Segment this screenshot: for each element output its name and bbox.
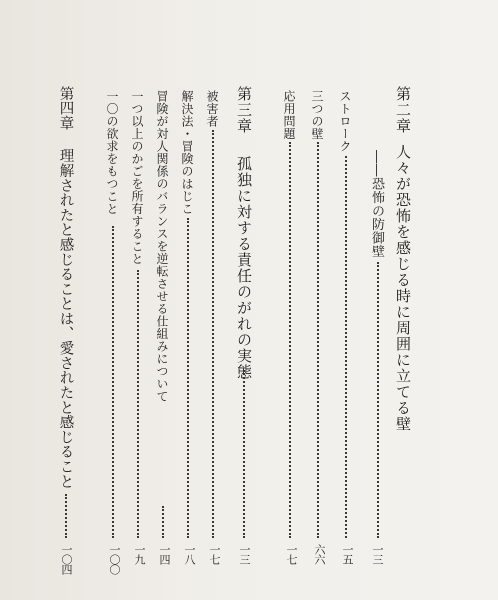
chapter-3-entry-2-page: 一八	[183, 544, 196, 564]
chapter-2-label: 第二章	[394, 86, 412, 134]
leader-dots	[65, 494, 67, 538]
chapter-4-page: 一〇四	[60, 544, 73, 574]
chapter-2-subtitle: ――恐怖の防御壁	[369, 150, 384, 258]
chapter-4-label: 第四章	[57, 86, 74, 131]
chapter-3-entry-3: 冒険が対人関係のバランスを逆転させる仕組みについて	[155, 90, 169, 403]
leader-dots	[317, 142, 319, 538]
chapter-2-title: 人々が恐怖を感じる時に周囲に立てる壁	[394, 144, 412, 432]
chapter-3-entry-4: 一つ以上のかごを所有すること	[130, 90, 144, 265]
chapter-2-entry-1: ストローク	[338, 90, 352, 153]
chapter-3-heading	[236, 86, 251, 380]
chapter-2-page: 一三	[371, 544, 384, 564]
chapter-2-heading	[395, 86, 410, 432]
leader-dots	[112, 226, 114, 538]
chapter-2-entry-3-page: 一七	[285, 544, 298, 564]
leader-dots	[377, 262, 379, 538]
chapter-3-page: 一三	[238, 544, 251, 564]
leader-dots	[289, 142, 291, 538]
chapter-2-entry-1-page: 一五	[341, 544, 354, 564]
chapter-2-entry-3: 応用問題	[282, 90, 296, 140]
chapter-2-entry-2-page: 六六	[313, 544, 326, 564]
leader-dots	[345, 156, 347, 538]
chapter-3-title: 孤独に対する責任のがれの実態	[235, 156, 253, 380]
leader-dots	[137, 270, 139, 538]
chapter-3-entry-5: 一〇の欲求をもつこと	[105, 90, 119, 215]
leader-dots	[243, 370, 245, 538]
chapter-3-entry-5-page: 一〇〇	[108, 544, 121, 574]
leader-dots	[187, 218, 189, 538]
chapter-4-heading	[58, 86, 73, 489]
chapter-3-entry-1: 被害者	[205, 90, 219, 128]
chapter-2-entry-2: 三つの壁	[310, 90, 324, 140]
leader-dots	[162, 506, 164, 538]
chapter-3-entry-2: 解決法・冒険のはじこ	[180, 90, 194, 215]
chapter-4-title: 理解されたと感じることは、愛されたと感じること	[57, 148, 74, 489]
leader-dots	[212, 130, 214, 538]
chapter-3-label: 第三章	[235, 86, 253, 134]
chapter-3-entry-1-page: 一七	[208, 544, 221, 564]
chapter-3-entry-4-page: 一九	[133, 544, 146, 564]
chapter-3-entry-3-page: 一四	[158, 544, 171, 564]
